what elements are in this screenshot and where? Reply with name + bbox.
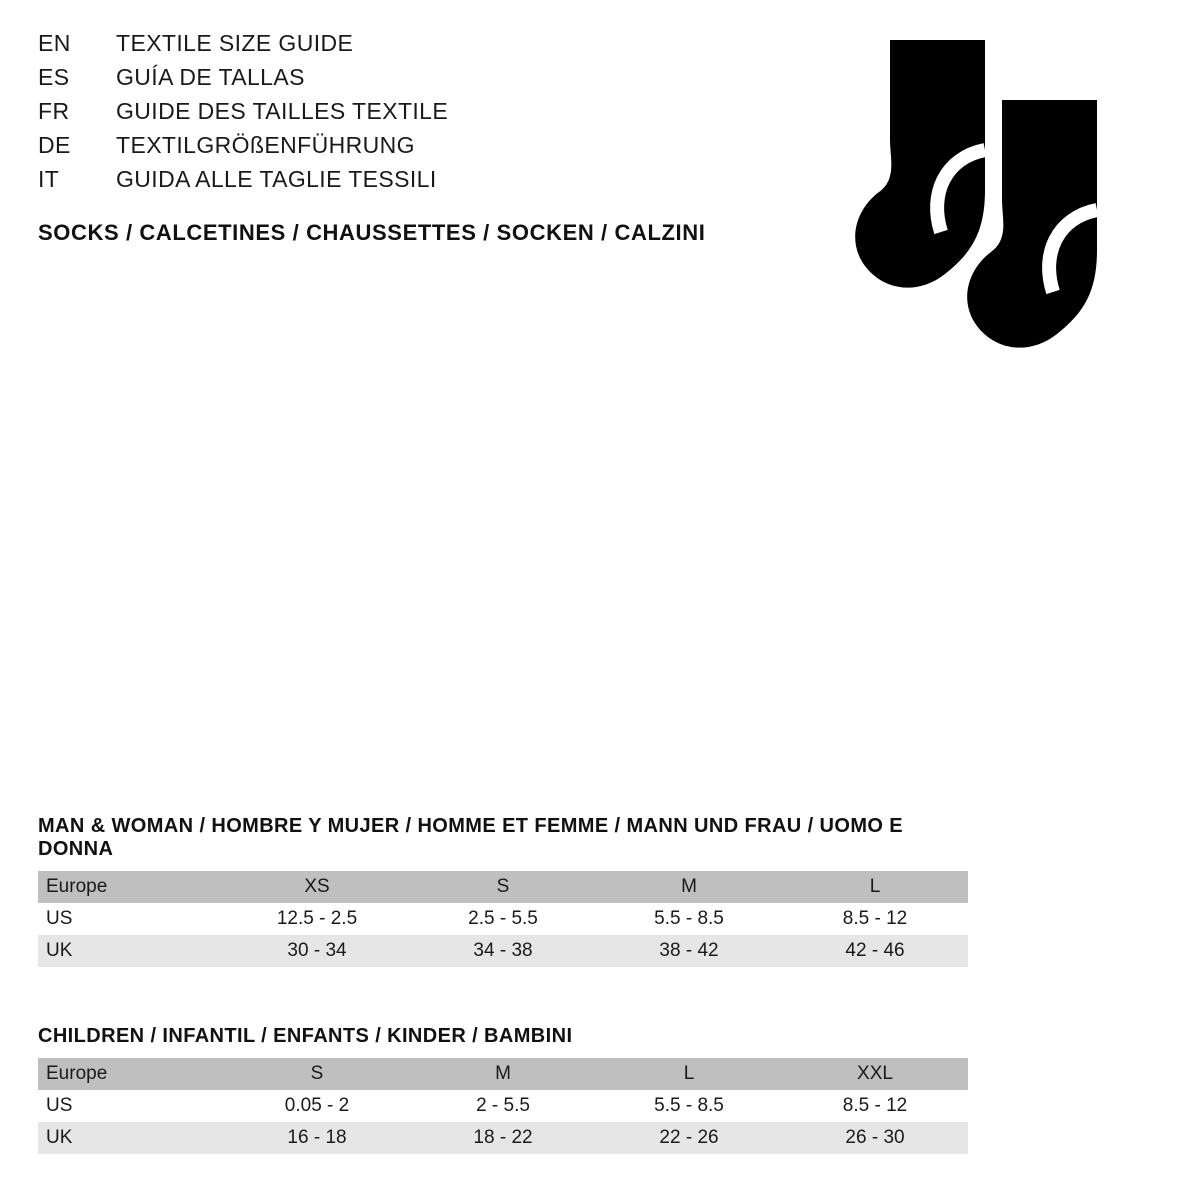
table-row [38,1090,968,1122]
language-title: GUÍA DE TALLAS [116,64,305,90]
language-title: TEXTILE SIZE GUIDE [116,30,354,56]
adult-size-section [38,815,968,967]
table-row [38,871,968,903]
table-cell: S [410,871,596,903]
table-cell: 26 - 30 [782,1122,968,1154]
row-label: Europe [38,871,224,903]
table-row [38,903,968,935]
adult-size-table [38,871,968,967]
language-row [38,64,798,98]
product-type-label: SOCKS / CALCETINES / CHAUSSETTES / SOCKEN / CALZINI [38,220,706,245]
table-cell: 8.5 - 12 [782,903,968,935]
table-cell: M [596,871,782,903]
row-label: Europe [38,1058,224,1090]
adult-section-title: MAN & WOMAN / HOMBRE Y MUJER / HOMME ET FEMME / MANN UND FRAU / UOMO E DONNA [38,815,904,860]
children-size-table [38,1058,968,1154]
table-row [38,1122,968,1154]
table-cell: 42 - 46 [782,935,968,967]
language-code: FR [38,98,70,124]
language-code: EN [38,30,71,56]
language-title: TEXTILGRÖßENFÜHRUNG [116,132,415,158]
table-cell: 12.5 - 2.5 [224,903,410,935]
children-size-section [38,1025,968,1154]
socks-icon [810,30,1140,360]
table-cell: 2.5 - 5.5 [410,903,596,935]
language-row [38,98,798,132]
table-cell: L [782,871,968,903]
table-cell: 16 - 18 [224,1122,410,1154]
language-row [38,132,798,166]
table-cell: 30 - 34 [224,935,410,967]
table-cell: XS [224,871,410,903]
table-cell: S [224,1058,410,1090]
table-cell: 2 - 5.5 [410,1090,596,1122]
table-row [38,1058,968,1090]
language-code: IT [38,166,60,192]
table-cell: 0.05 - 2 [224,1090,410,1122]
row-label: UK [38,935,224,967]
language-row [38,30,798,64]
table-cell: L [596,1058,782,1090]
language-row [38,166,798,200]
table-cell: 5.5 - 8.5 [596,903,782,935]
row-label: US [38,1090,224,1122]
language-title: GUIDE DES TAILLES TEXTILE [116,98,449,124]
table-cell: 8.5 - 12 [782,1090,968,1122]
row-label: UK [38,1122,224,1154]
children-section-title: CHILDREN / INFANTIL / ENFANTS / KINDER / BAMBINI [38,1025,573,1047]
language-code: ES [38,64,70,90]
table-cell: M [410,1058,596,1090]
table-cell: 34 - 38 [410,935,596,967]
table-cell: 18 - 22 [410,1122,596,1154]
table-row [38,935,968,967]
header-block [38,30,798,246]
table-cell: 5.5 - 8.5 [596,1090,782,1122]
table-cell: XXL [782,1058,968,1090]
language-title: GUIDA ALLE TAGLIE TESSILI [116,166,437,192]
table-cell: 38 - 42 [596,935,782,967]
table-cell: 22 - 26 [596,1122,782,1154]
row-label: US [38,903,224,935]
language-code: DE [38,132,71,158]
